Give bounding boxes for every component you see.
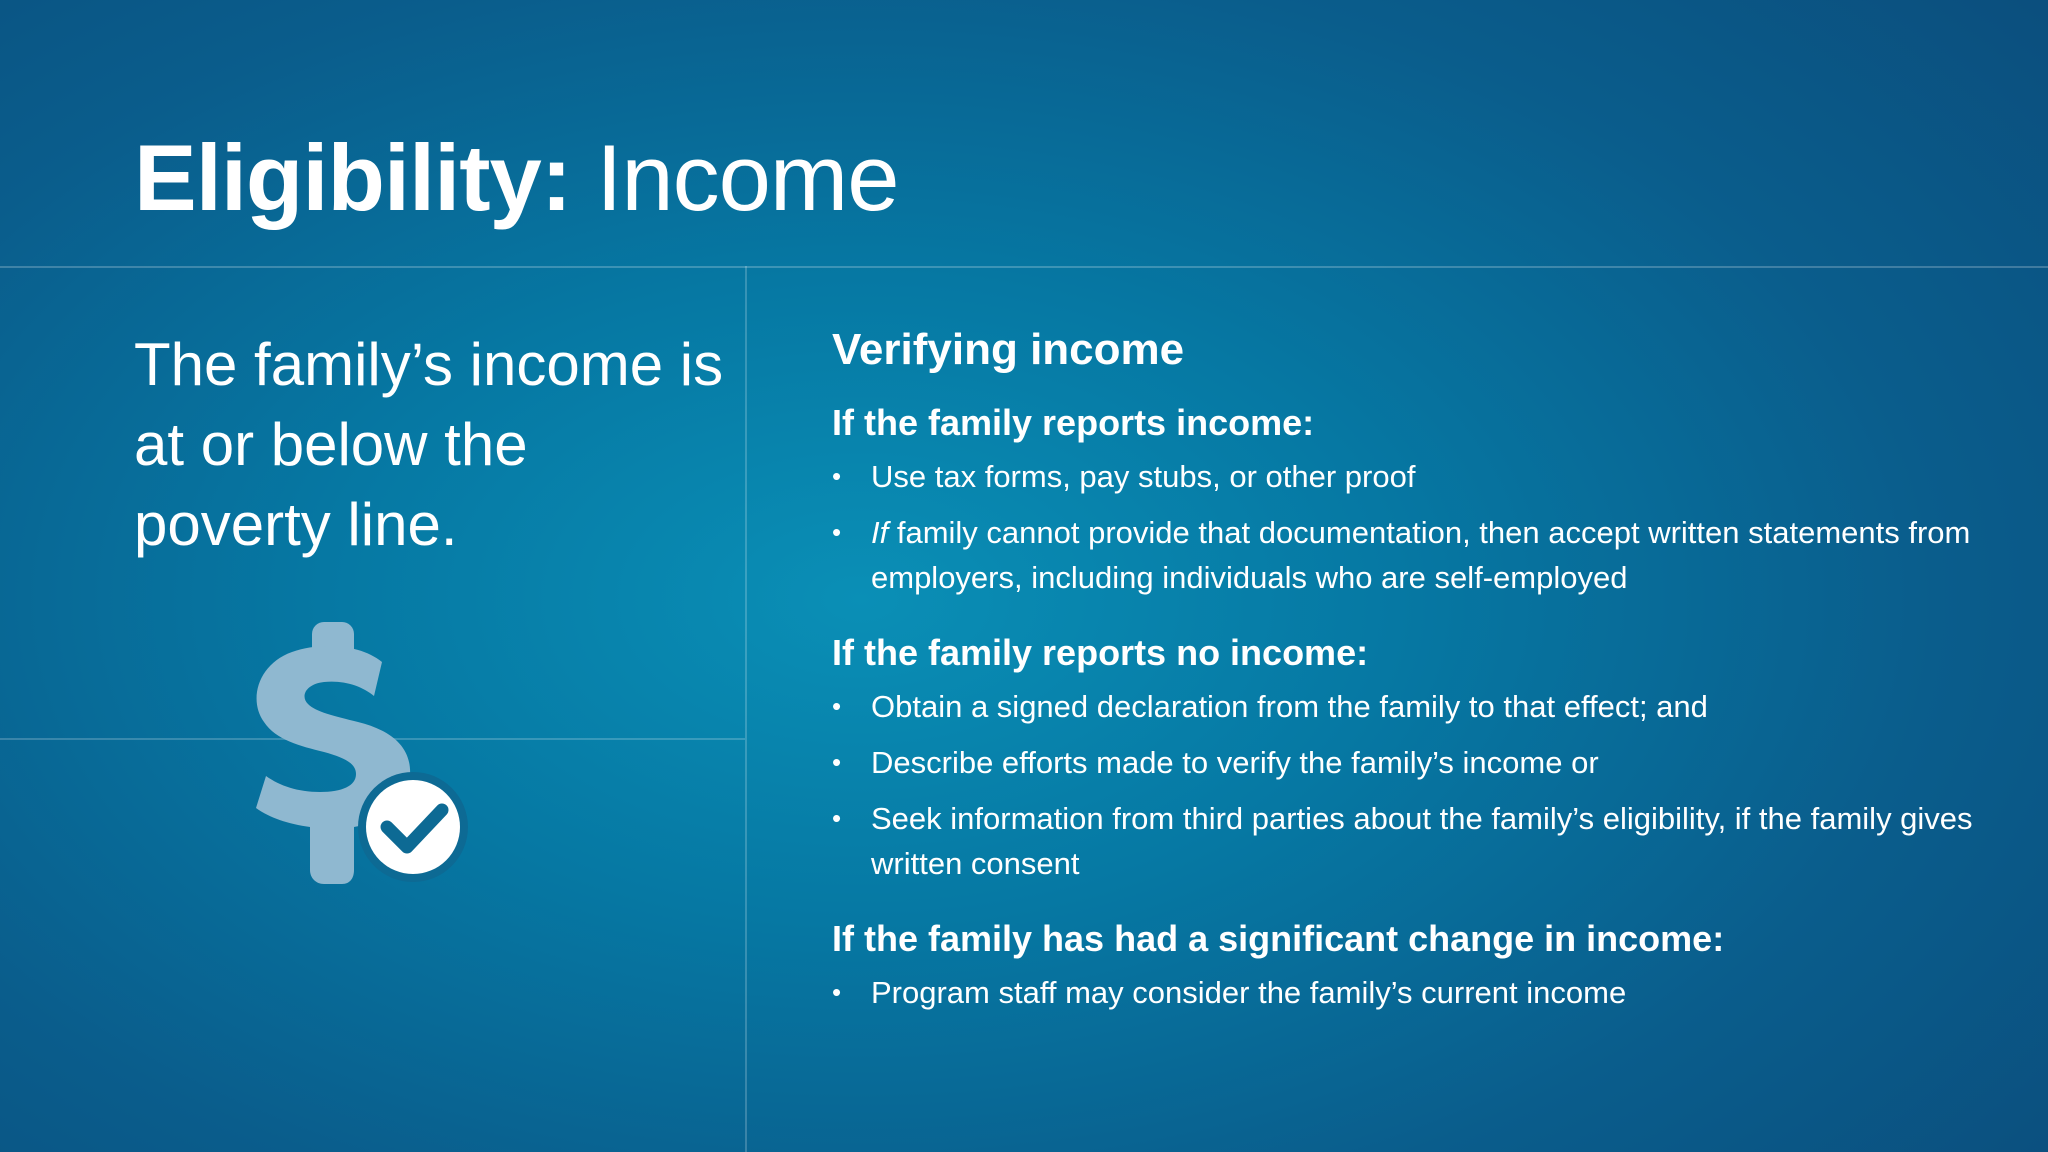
list-item: • Use tax forms, pay stubs, or other proof xyxy=(832,454,2002,499)
reports-no-income-list xyxy=(832,684,2002,886)
slide-title xyxy=(134,118,899,238)
title-light: Income xyxy=(596,125,899,230)
list-item-text: family cannot provide that documentation, then accept written statements from employers, including individuals who are self-employed xyxy=(871,515,1971,595)
list-item: • Program staff may consider the family’s current income xyxy=(832,970,2002,1015)
column-divider xyxy=(745,266,747,1152)
list-item: • Obtain a signed declaration from the family to that effect; and xyxy=(832,684,2002,729)
verifying-income-panel xyxy=(832,322,2002,1045)
list-item xyxy=(832,510,2002,600)
list-item: • Describe efforts made to verify the family’s income or xyxy=(832,740,2002,785)
reports-no-income-subhead: If the family reports no income: xyxy=(832,632,1369,673)
verifying-heading: Verifying income xyxy=(832,325,1185,374)
title-bold: Eligibility: xyxy=(134,125,572,230)
significant-change-subhead: If the family has had a significant change in income: xyxy=(832,918,1725,959)
list-item: • Seek information from third parties about the family’s eligibility, if the family gives written consent xyxy=(832,796,2002,886)
reports-income-list xyxy=(832,454,2002,600)
significant-change-list xyxy=(832,970,2002,1015)
top-divider xyxy=(0,266,2048,268)
italic-if: If xyxy=(871,515,889,550)
dollar-check-icon xyxy=(250,622,480,892)
lead-statement: The family’s income is at or below the poverty line. xyxy=(134,331,724,558)
reports-income-subhead: If the family reports income: xyxy=(832,402,1315,443)
